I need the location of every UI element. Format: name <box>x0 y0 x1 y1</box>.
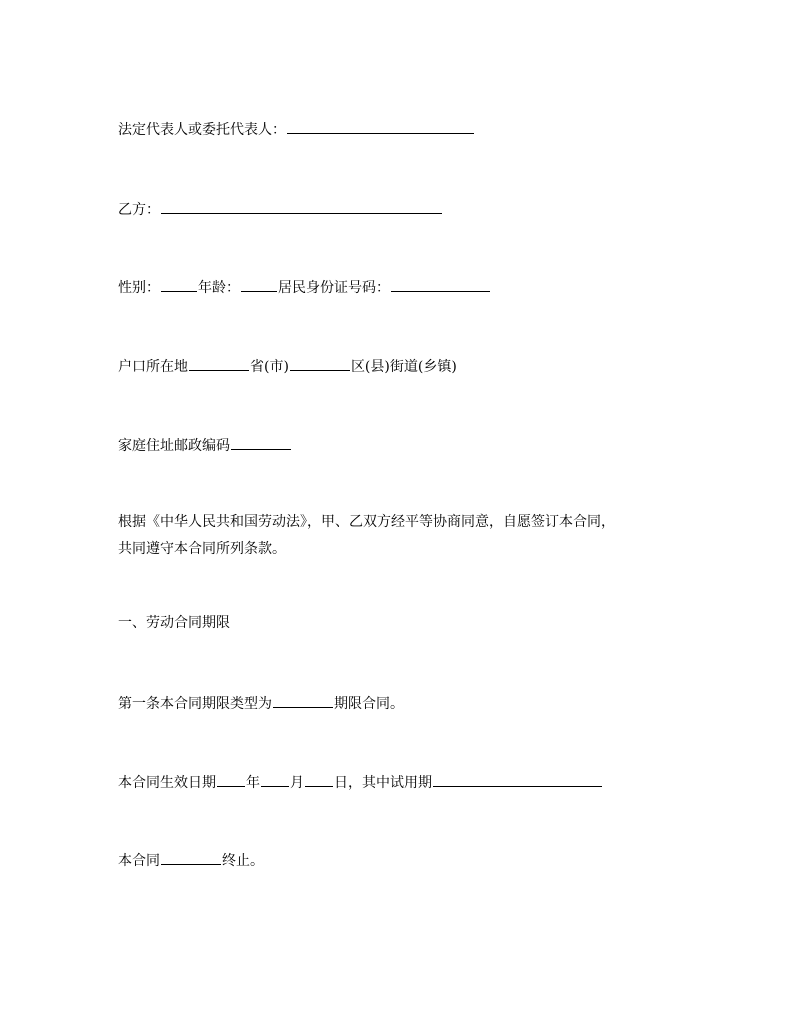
preamble-line-2: 共同遵守本合同所列条款。 <box>118 541 286 557</box>
id-number-blank[interactable] <box>391 277 490 292</box>
article-1-suffix: 期限合同。 <box>334 696 404 712</box>
termination-prefix: 本合同 <box>118 853 160 869</box>
preamble-paragraph <box>118 509 678 563</box>
id-number-label: 居民身份证号码： <box>278 280 390 296</box>
gender-blank[interactable] <box>161 277 197 292</box>
effective-year-blank[interactable] <box>217 772 245 787</box>
province-label: 省(市) <box>250 359 289 375</box>
personal-info-line <box>118 277 491 297</box>
section-heading: 一、劳动合同期限 <box>118 615 230 631</box>
year-label: 年 <box>246 775 260 791</box>
district-label: 区(县)街道(乡镇) <box>350 359 457 375</box>
contract-type-blank[interactable] <box>273 693 333 708</box>
postcode-line <box>118 435 292 455</box>
age-label: 年龄： <box>198 280 240 296</box>
month-label: 月 <box>290 775 304 791</box>
representative-blank[interactable] <box>287 119 474 134</box>
household-prefix: 户口所在地 <box>118 359 188 375</box>
termination-suffix: 终止。 <box>222 853 264 869</box>
termination-blank[interactable] <box>161 850 221 865</box>
gender-label: 性别： <box>118 280 160 296</box>
effective-prefix: 本合同生效日期 <box>118 775 216 791</box>
effective-month-blank[interactable] <box>261 772 289 787</box>
postcode-blank[interactable] <box>231 435 291 450</box>
termination-line <box>118 850 264 870</box>
party-b-blank[interactable] <box>161 199 442 214</box>
party-b-label: 乙方： <box>118 202 160 218</box>
party-b-line <box>118 199 443 219</box>
preamble-line-1: 根据《中华人民共和国劳动法》，甲、乙双方经平等协商同意，自愿签订本合同， <box>118 514 615 530</box>
household-line <box>118 356 457 376</box>
article-1-line <box>118 693 404 713</box>
probation-blank[interactable] <box>433 772 602 787</box>
household-province-blank[interactable] <box>189 356 249 371</box>
household-district-blank[interactable] <box>290 356 350 371</box>
effective-day-blank[interactable] <box>305 772 333 787</box>
postcode-label: 家庭住址邮政编码 <box>118 438 230 454</box>
representative-line <box>118 119 475 139</box>
article-1-prefix: 第一条本合同期限类型为 <box>118 696 272 712</box>
effective-date-line <box>118 772 603 792</box>
age-blank[interactable] <box>241 277 277 292</box>
representative-label: 法定代表人或委托代表人： <box>118 122 286 138</box>
day-label: 日，其中试用期 <box>334 775 432 791</box>
